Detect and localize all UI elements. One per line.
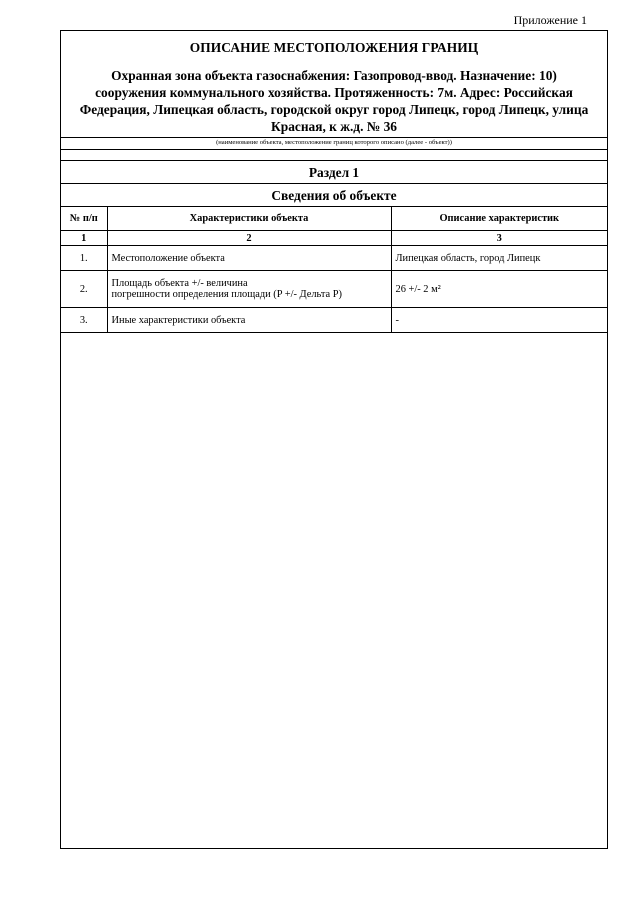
row-description: Липецкая область, город Липецк	[391, 246, 607, 271]
row-characteristic: Иные характеристики объекта	[107, 308, 391, 333]
object-caption: (наименование объекта, местоположение границ которого описано (далее - объект))	[61, 137, 607, 149]
row-characteristic-line: Площадь объекта +/- величина	[111, 278, 248, 289]
column-number-row	[61, 231, 607, 246]
column-number: 2	[107, 231, 391, 246]
object-name: Охранная зона объекта газоснабжения: Газопровод-ввод. Назначение: 10) сооружения коммунального хозяйства. Протяженность: 7м. Адрес: Российская Федерация, Липецкая область, городской округ город Липецк, город Липецк, улица Красная, к ж.д. № 36	[79, 68, 589, 134]
table-row	[61, 271, 607, 308]
table-row	[61, 308, 607, 333]
object-properties-table	[61, 206, 607, 333]
row-description: 26 +/- 2 м²	[391, 271, 607, 308]
row-num: 3.	[61, 308, 107, 333]
section-subtitle: Сведения об объекте	[61, 183, 607, 206]
section-title: Раздел 1	[61, 160, 607, 183]
header-description: Описание характеристик	[391, 207, 607, 231]
row-description: -	[391, 308, 607, 333]
row-num: 2.	[61, 271, 107, 308]
blank-row	[61, 149, 607, 160]
header-characteristic: Характеристики объекта	[107, 207, 391, 231]
document-title: ОПИСАНИЕ МЕСТОПОЛОЖЕНИЯ ГРАНИЦ	[189, 40, 479, 55]
header-num: № п/п	[61, 207, 107, 231]
table-row	[61, 246, 607, 271]
column-number: 3	[391, 231, 607, 246]
table-header-row	[61, 207, 607, 231]
document-frame	[60, 30, 608, 849]
row-characteristic: Местоположение объекта	[107, 246, 391, 271]
row-characteristic-line: погрешности определения площади (P +/- Дельта P)	[111, 289, 342, 300]
column-number: 1	[61, 231, 107, 246]
row-num: 1.	[61, 246, 107, 271]
row-characteristic	[107, 271, 391, 308]
appendix-label: Приложение 1	[513, 13, 587, 27]
